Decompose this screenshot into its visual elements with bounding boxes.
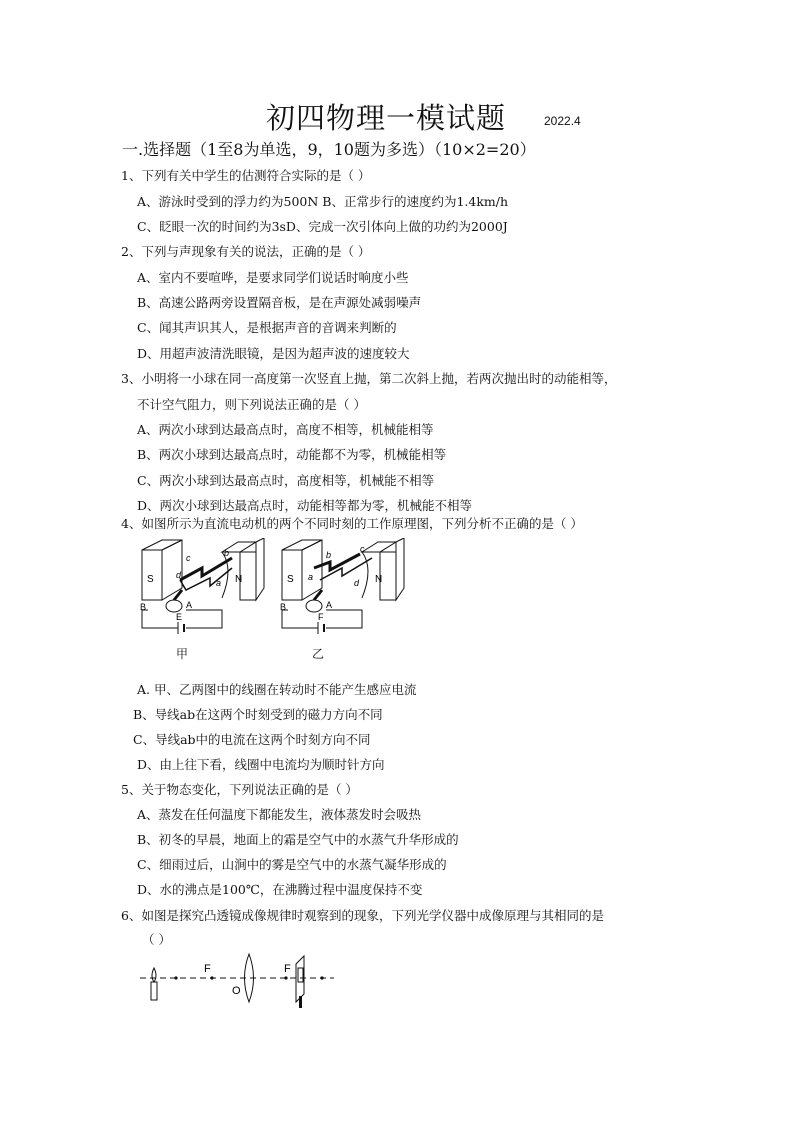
- question-3-option-d: D、两次小球到达最高点时，动能相等都为零，机械能不相等: [137, 498, 473, 513]
- lens-label-o: O: [232, 985, 241, 997]
- question-1-options-cd: C、眨眼一次的时间约为3sD、完成一次引体向上做的功约为2000J: [137, 219, 508, 234]
- fig-label-s: S: [147, 574, 154, 585]
- question-4-option-b: B、导线ab在这两个时刻受到的磁力方向不同: [133, 707, 383, 722]
- motor-diagram-jia: [138, 538, 268, 638]
- question-3-stem-line1: 3、小明将一小球在同一高度第一次竖直上抛，第二次斜上抛，若两次抛出时的动能相等，: [121, 371, 617, 386]
- lens-label-f-right: F: [284, 963, 291, 975]
- fig-label-f: F: [318, 612, 324, 622]
- fig-label-b: b: [224, 548, 230, 558]
- question-3-option-a: A、两次小球到达最高点时，高度不相等，机械能相等: [137, 422, 434, 437]
- fig-label-b-brush: B: [280, 602, 287, 612]
- fig-label-d: d: [354, 578, 360, 588]
- question-5-option-b: B、初冬的早晨，地面上的霜是空气中的水蒸气升华形成的: [137, 832, 459, 847]
- fig-label-n: N: [235, 574, 243, 585]
- figure-caption-yi: 乙: [312, 647, 325, 661]
- page-title: 初四物理一模试题: [266, 101, 507, 135]
- question-4-option-d: D、由上往下看，线圈中电流均为顺时针方向: [137, 757, 385, 772]
- question-4-stem: 4、如图所示为直流电动机的两个不同时刻的工作原理图，下列分析不正确的是（ ）: [121, 516, 583, 531]
- fig-label-a-brush: A: [326, 600, 333, 610]
- fig-label-c: c: [360, 544, 365, 554]
- question-3-stem-line2: 不计空气阻力，则下列说法正确的是（ ）: [137, 397, 366, 412]
- exam-date: 2022.4: [544, 114, 581, 128]
- fig-label-e: E: [176, 612, 183, 622]
- question-2-stem: 2、下列与声现象有关的说法，正确的是（ ）: [121, 244, 371, 259]
- question-2-option-b: B、高速公路两旁设置隔音板，是在声源处减弱噪声: [137, 295, 422, 310]
- question-5-option-d: D、水的沸点是100℃，在沸腾过程中温度保持不变: [137, 882, 423, 897]
- lens-label-f-left: F: [204, 963, 211, 975]
- lens-diagram: [138, 950, 338, 1010]
- section-title: 一.选择题（1至8为单选，9，10题为多选）（10×2=20）: [122, 140, 536, 159]
- fig-label-d: d: [176, 570, 182, 580]
- fig-label-a: a: [216, 578, 222, 588]
- fig-label-a: a: [308, 572, 314, 582]
- fig-label-a-brush: A: [186, 600, 193, 610]
- figure-caption-jia: 甲: [176, 647, 189, 661]
- question-4-option-a: A. 甲、乙两图中的线圈在转动时不能产生感应电流: [137, 682, 417, 697]
- fig-label-c: c: [186, 553, 191, 563]
- question-2-option-a: A、室内不要喧哗，是要求同学们说话时响度小些: [137, 270, 409, 285]
- question-2-option-c: C、闻其声识其人，是根据声音的音调来判断的: [137, 320, 397, 335]
- question-5-option-c: C、细雨过后，山涧中的雾是空气中的水蒸气凝华形成的: [137, 857, 447, 872]
- question-5-option-a: A、蒸发在任何温度下都能发生，液体蒸发时会吸热: [137, 807, 422, 822]
- question-4-option-c: C、导线ab中的电流在这两个时刻方向不同: [133, 732, 371, 747]
- question-3-option-b: B、两次小球到达最高点时，动能都不为零，机械能相等: [137, 447, 447, 462]
- fig-label-b-brush: B: [140, 602, 147, 612]
- question-5-stem: 5、关于物态变化，下列说法正确的是（ ）: [121, 782, 358, 797]
- fig-label-b: b: [326, 550, 332, 560]
- motor-diagram-yi: [278, 538, 408, 638]
- question-1-options-ab: A、游泳时受到的浮力约为500N B、正常步行的速度约为1.4km/h: [137, 194, 509, 209]
- fig-label-s: S: [287, 574, 294, 585]
- question-6-stem: 6、如图是探究凸透镜成像规律时观察到的现象，下列光学仪器中成像原理与其相同的是: [121, 908, 604, 923]
- question-1-stem: 1、下列有关中学生的估测符合实际的是（ ）: [121, 168, 371, 183]
- fig-label-n: N: [375, 574, 383, 585]
- question-3-option-c: C、两次小球到达最高点时，高度相等，机械能不相等: [137, 473, 435, 488]
- question-6-answer-bracket: （ ）: [142, 932, 171, 947]
- question-2-option-d: D、用超声波清洗眼镜，是因为超声波的速度较大: [137, 346, 410, 361]
